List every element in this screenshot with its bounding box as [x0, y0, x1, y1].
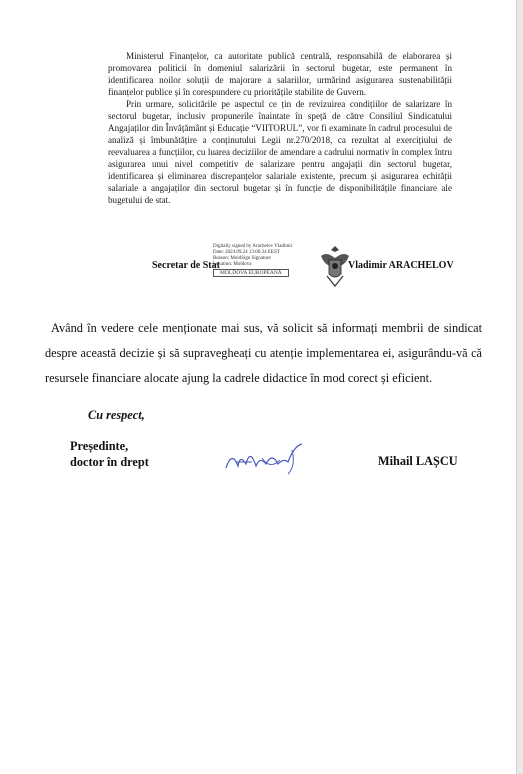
page-edge: [516, 0, 523, 774]
stamp-line: Reason: MoldSign Signature: [213, 256, 271, 261]
closing-salutation: Cu respect,: [88, 408, 145, 422]
quoted-ministry-letter: [108, 50, 452, 206]
stamp-line: Date: 2024.09.24 13:06:24 EEST: [213, 250, 280, 255]
handwritten-signature-icon: [222, 440, 310, 476]
stamp-badge: MOLDOVA EUROPEANĂ: [213, 269, 289, 277]
ministry-signature-row: [108, 244, 458, 288]
sender-title-block: [70, 438, 149, 470]
sender-degree: doctor în drept: [70, 455, 149, 469]
digital-signature-stamp: [213, 244, 292, 277]
main-request-paragraph: Având în vedere cele menționate mai sus, vă solicit să informați membrii de sindicat despre această decizie și să supravegheați cu atenție implementarea ei, asigurându-vă că resursele financiare alocate ajung la cadrele didactice în mod corect și eficient.: [45, 321, 482, 385]
quoted-paragraph-1: Ministerul Finanțelor, ca autoritate publică centrală, responsabilă de elaborarea și promovarea politicii în domeniul salarizării în sectorul bugetar, este permanent în identificarea noilor soluții de majorare a salariilor, urmărind asigurarea sustenabilității finanțelor publice și în corespundere cu prioritățile stabilite de Guvern.: [108, 51, 452, 97]
stamp-line: Location: Moldova: [213, 262, 252, 267]
quoted-paragraph-2: Prin urmare, solicitările pe aspectul ce țin de revizuirea condițiilor de salarizare în sectorul bugetar, inclusiv propunerile înaintate în speță de către Consiliul Sindicatului Angajaților din Învățământ și Educație “VIITORUL”, vor fi examinate în cadrul procesului de analiză și îmbunătățire a conținutului Legii nr.270/2018, ca rezultat al exercițiului de reevaluarea a funcțiilor, cu luarea deciziilor de amendare a cadrului normativ în complex întru asigurarea unui nivel competitiv de salarizare pentru angajații din sectorul bugetar, identificarea și eliminarea discrepanțelor salariale existente, precum și asigurarea echității salariale a angajaților din sectorul bugetar și în funcție de disponibilitățile financiare ale bugetului de stat.: [108, 99, 452, 205]
signatory-name: Vladimir ARACHELOV: [348, 260, 454, 271]
coat-of-arms-icon: [318, 244, 352, 288]
signatory-title: Secretar de Stat: [152, 260, 220, 271]
sender-name: Mihail LAȘCU: [378, 454, 458, 468]
stamp-line: Digitally signed by Arachelov Vladimir: [213, 244, 293, 249]
sender-title: Președinte,: [70, 439, 129, 453]
